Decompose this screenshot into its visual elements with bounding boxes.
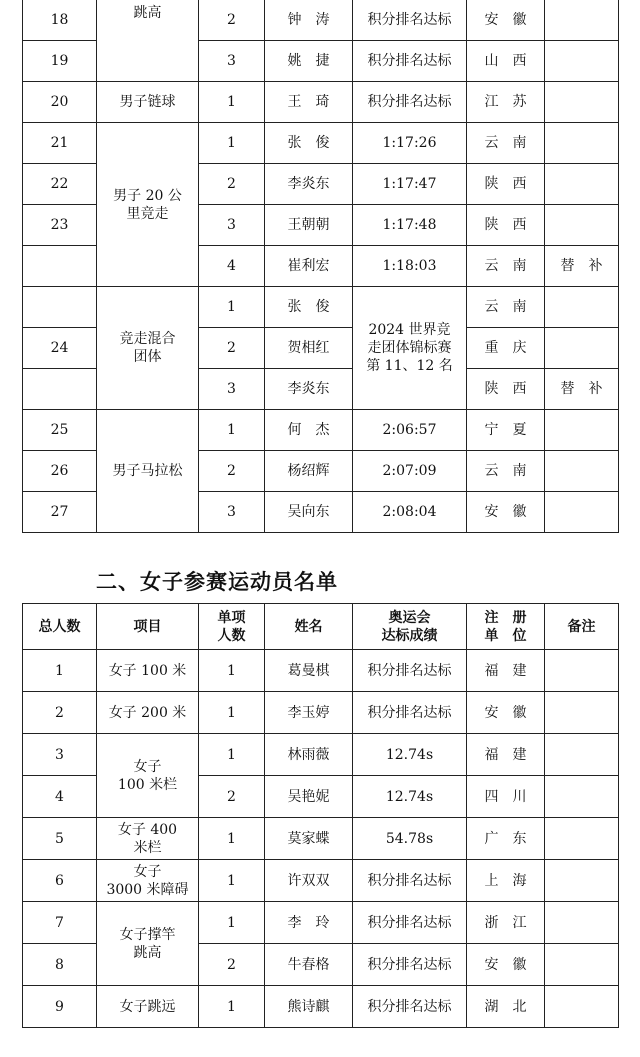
remark [545, 205, 619, 246]
event-count: 3 [199, 492, 265, 533]
table-row [23, 0, 619, 41]
remark: 替 补 [545, 246, 619, 287]
registered-unit: 福 建 [467, 734, 545, 776]
event-count: 1 [199, 860, 265, 902]
remark [545, 986, 619, 1028]
qualifying-mark: 积分排名达标 [353, 82, 467, 123]
remark [545, 328, 619, 369]
row-number: 7 [23, 902, 97, 944]
registered-unit: 浙 江 [467, 902, 545, 944]
qualifying-mark: 1:18:03 [353, 246, 467, 287]
row-number: 5 [23, 818, 97, 860]
row-number: 18 [23, 0, 97, 41]
event-cell: 男子 20 公 里竞走 [97, 123, 199, 287]
athlete-name: 李炎东 [265, 164, 353, 205]
registered-unit: 山 西 [467, 41, 545, 82]
event-count: 2 [199, 328, 265, 369]
athlete-name: 何 杰 [265, 410, 353, 451]
remark [545, 776, 619, 818]
event-cell: 女子 100 米 [97, 650, 199, 692]
athlete-name: 葛曼棋 [265, 650, 353, 692]
table-row [23, 82, 619, 123]
qualifying-mark: 2024 世界竞 走团体锦标赛 第 11、12 名 [353, 287, 467, 410]
remark [545, 818, 619, 860]
athlete-name: 张 俊 [265, 123, 353, 164]
table-row [23, 818, 619, 860]
event-cell: 女子 3000 米障碍 [97, 860, 199, 902]
remark [545, 944, 619, 986]
qualifying-mark: 54.78s [353, 818, 467, 860]
athlete-name: 林雨薇 [265, 734, 353, 776]
athlete-name: 王朝朝 [265, 205, 353, 246]
athlete-name: 姚 捷 [265, 41, 353, 82]
event-count: 1 [199, 818, 265, 860]
event-cell: 跳高 [97, 0, 199, 82]
athlete-name: 李 玲 [265, 902, 353, 944]
event-count: 3 [199, 369, 265, 410]
event-count: 1 [199, 123, 265, 164]
table-row [23, 986, 619, 1028]
table-row [23, 123, 619, 164]
athlete-name: 许双双 [265, 860, 353, 902]
remark [545, 410, 619, 451]
event-count: 2 [199, 944, 265, 986]
qualifying-mark: 12.74s [353, 734, 467, 776]
table-row [23, 410, 619, 451]
qualifying-mark: 积分排名达标 [353, 692, 467, 734]
event-count: 2 [199, 451, 265, 492]
header-row [23, 604, 619, 650]
qualifying-mark: 12.74s [353, 776, 467, 818]
row-number: 6 [23, 860, 97, 902]
registered-unit: 重 庆 [467, 328, 545, 369]
event-count: 3 [199, 41, 265, 82]
women-athletes-table [22, 603, 619, 1028]
event-cell: 女子跳远 [97, 986, 199, 1028]
event-count: 1 [199, 410, 265, 451]
header-name: 姓名 [265, 604, 353, 650]
remark [545, 82, 619, 123]
row-number: 22 [23, 164, 97, 205]
athlete-name: 杨绍辉 [265, 451, 353, 492]
registered-unit: 湖 北 [467, 986, 545, 1028]
row-number: 4 [23, 776, 97, 818]
event-count: 2 [199, 164, 265, 205]
event-cell: 男子马拉松 [97, 410, 199, 533]
men-athletes-table [22, 0, 619, 533]
remark [545, 41, 619, 82]
row-number: 20 [23, 82, 97, 123]
qualifying-mark: 2:06:57 [353, 410, 467, 451]
registered-unit: 广 东 [467, 818, 545, 860]
remark [545, 0, 619, 41]
registered-unit: 陕 西 [467, 205, 545, 246]
qualifying-mark: 1:17:47 [353, 164, 467, 205]
athlete-name: 张 俊 [265, 287, 353, 328]
remark [545, 734, 619, 776]
qualifying-mark: 积分排名达标 [353, 41, 467, 82]
table-row [23, 734, 619, 776]
registered-unit: 云 南 [467, 451, 545, 492]
header-unit: 注 册 单 位 [467, 604, 545, 650]
registered-unit: 宁 夏 [467, 410, 545, 451]
row-number: 1 [23, 650, 97, 692]
registered-unit: 上 海 [467, 860, 545, 902]
remark [545, 902, 619, 944]
header-note: 备注 [545, 604, 619, 650]
header-mark: 奥运会 达标成绩 [353, 604, 467, 650]
header-single-count: 单项 人数 [199, 604, 265, 650]
event-count: 2 [199, 0, 265, 41]
row-number [23, 246, 97, 287]
registered-unit: 云 南 [467, 123, 545, 164]
event-cell: 男子链球 [97, 82, 199, 123]
event-cell: 竞走混合 团体 [97, 287, 199, 410]
table-row [23, 287, 619, 328]
row-number: 25 [23, 410, 97, 451]
remark [545, 164, 619, 205]
table-row [23, 902, 619, 944]
row-number: 19 [23, 41, 97, 82]
athlete-name: 吴艳妮 [265, 776, 353, 818]
registered-unit: 陕 西 [467, 164, 545, 205]
qualifying-mark: 2:07:09 [353, 451, 467, 492]
row-number [23, 369, 97, 410]
header-event: 项目 [97, 604, 199, 650]
qualifying-mark: 积分排名达标 [353, 986, 467, 1028]
qualifying-mark: 积分排名达标 [353, 0, 467, 41]
remark: 替 补 [545, 369, 619, 410]
event-count: 3 [199, 205, 265, 246]
registered-unit: 陕 西 [467, 369, 545, 410]
table-row [23, 692, 619, 734]
registered-unit: 安 徽 [467, 692, 545, 734]
qualifying-mark: 积分排名达标 [353, 902, 467, 944]
athlete-name: 贺相红 [265, 328, 353, 369]
table-row [23, 650, 619, 692]
event-cell: 女子 200 米 [97, 692, 199, 734]
registered-unit: 安 徽 [467, 492, 545, 533]
row-number: 26 [23, 451, 97, 492]
athlete-name: 熊诗麒 [265, 986, 353, 1028]
athlete-name: 李玉婷 [265, 692, 353, 734]
registered-unit: 安 徽 [467, 0, 545, 41]
event-count: 1 [199, 902, 265, 944]
qualifying-mark: 积分排名达标 [353, 860, 467, 902]
section-title: 二、女子参赛运动员名单 [96, 570, 338, 594]
athlete-name: 牛春格 [265, 944, 353, 986]
event-cell: 女子撑竿 跳高 [97, 902, 199, 986]
qualifying-mark: 积分排名达标 [353, 944, 467, 986]
qualifying-mark: 积分排名达标 [353, 650, 467, 692]
qualifying-mark: 1:17:26 [353, 123, 467, 164]
event-count: 1 [199, 650, 265, 692]
event-cell: 女子 100 米栏 [97, 734, 199, 818]
registered-unit: 云 南 [467, 287, 545, 328]
row-number: 23 [23, 205, 97, 246]
athlete-name: 莫家蝶 [265, 818, 353, 860]
remark [545, 650, 619, 692]
row-number: 27 [23, 492, 97, 533]
row-number: 9 [23, 986, 97, 1028]
qualifying-mark: 2:08:04 [353, 492, 467, 533]
registered-unit: 福 建 [467, 650, 545, 692]
row-number: 24 [23, 328, 97, 369]
event-count: 1 [199, 287, 265, 328]
remark [545, 692, 619, 734]
row-number [23, 287, 97, 328]
remark [545, 451, 619, 492]
table-row [23, 860, 619, 902]
athlete-name: 崔利宏 [265, 246, 353, 287]
remark [545, 492, 619, 533]
row-number: 2 [23, 692, 97, 734]
remark [545, 123, 619, 164]
row-number: 21 [23, 123, 97, 164]
event-count: 4 [199, 246, 265, 287]
registered-unit: 安 徽 [467, 944, 545, 986]
row-number: 3 [23, 734, 97, 776]
remark [545, 287, 619, 328]
event-count: 1 [199, 692, 265, 734]
event-count: 1 [199, 82, 265, 123]
event-count: 2 [199, 776, 265, 818]
event-count: 1 [199, 734, 265, 776]
event-cell: 女子 400 米栏 [97, 818, 199, 860]
athlete-name: 李炎东 [265, 369, 353, 410]
athlete-name: 钟 涛 [265, 0, 353, 41]
header-total: 总人数 [23, 604, 97, 650]
registered-unit: 江 苏 [467, 82, 545, 123]
event-count: 1 [199, 986, 265, 1028]
remark [545, 860, 619, 902]
athlete-name: 吴向东 [265, 492, 353, 533]
athlete-name: 王 琦 [265, 82, 353, 123]
row-number: 8 [23, 944, 97, 986]
qualifying-mark: 1:17:48 [353, 205, 467, 246]
registered-unit: 云 南 [467, 246, 545, 287]
registered-unit: 四 川 [467, 776, 545, 818]
